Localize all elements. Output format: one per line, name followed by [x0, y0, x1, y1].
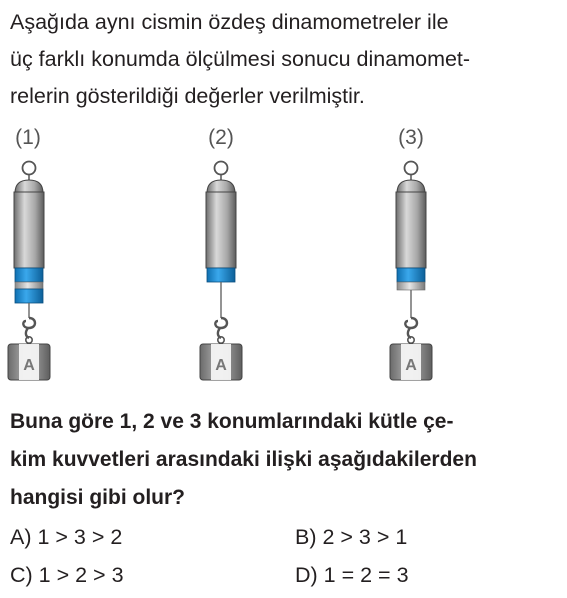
question-line-3: hangisi gibi olur? [10, 486, 185, 509]
intro-text [10, 4, 558, 115]
mass-label: A [405, 357, 417, 374]
intro-line-1: Aşağıda aynı cismin özdeş dinamometreler ile [10, 10, 449, 34]
top-ring-icon [215, 162, 228, 175]
mass-label: A [23, 357, 35, 374]
dynamometer-2 [200, 162, 242, 381]
mass-label: A [215, 357, 227, 374]
option-d[interactable]: D) 1 = 2 = 3 [295, 563, 409, 587]
indicator-band [207, 268, 235, 282]
top-ring-icon [405, 162, 418, 175]
question-line-2: kim kuvvetleri arasındaki ilişki aşağıdakilerden [10, 448, 477, 471]
question-line-1: Buna göre 1, 2 ve 3 konumlarındaki kütle çe- [10, 410, 454, 433]
intro-line-3: relerin gösterildiği değerler verilmiştir. [10, 84, 365, 108]
option-a[interactable]: A) 1 > 3 > 2 [10, 525, 123, 549]
intro-line-2: üç farklı konumda ölçülmesi sonucu dinamomet- [10, 47, 471, 71]
scale-label-2: (2) [208, 126, 234, 149]
scale-housing [14, 192, 44, 268]
hook-icon [215, 318, 227, 328]
top-ring-icon [23, 162, 36, 175]
dynamometer-figure [0, 150, 567, 390]
scale-housing [206, 192, 236, 268]
hook-icon [405, 318, 417, 328]
dynamometer-1 [8, 162, 50, 381]
option-c[interactable]: C) 1 > 2 > 3 [10, 563, 124, 587]
indicator-band [15, 268, 43, 282]
question-text [10, 403, 560, 517]
scale-housing [396, 192, 426, 268]
indicator-band [397, 268, 425, 282]
option-b[interactable]: B) 2 > 3 > 1 [295, 525, 408, 549]
hook-icon [23, 318, 35, 328]
scale-label-3: (3) [398, 126, 424, 149]
scale-label-1: (1) [15, 126, 41, 149]
dynamometer-3 [390, 162, 432, 381]
